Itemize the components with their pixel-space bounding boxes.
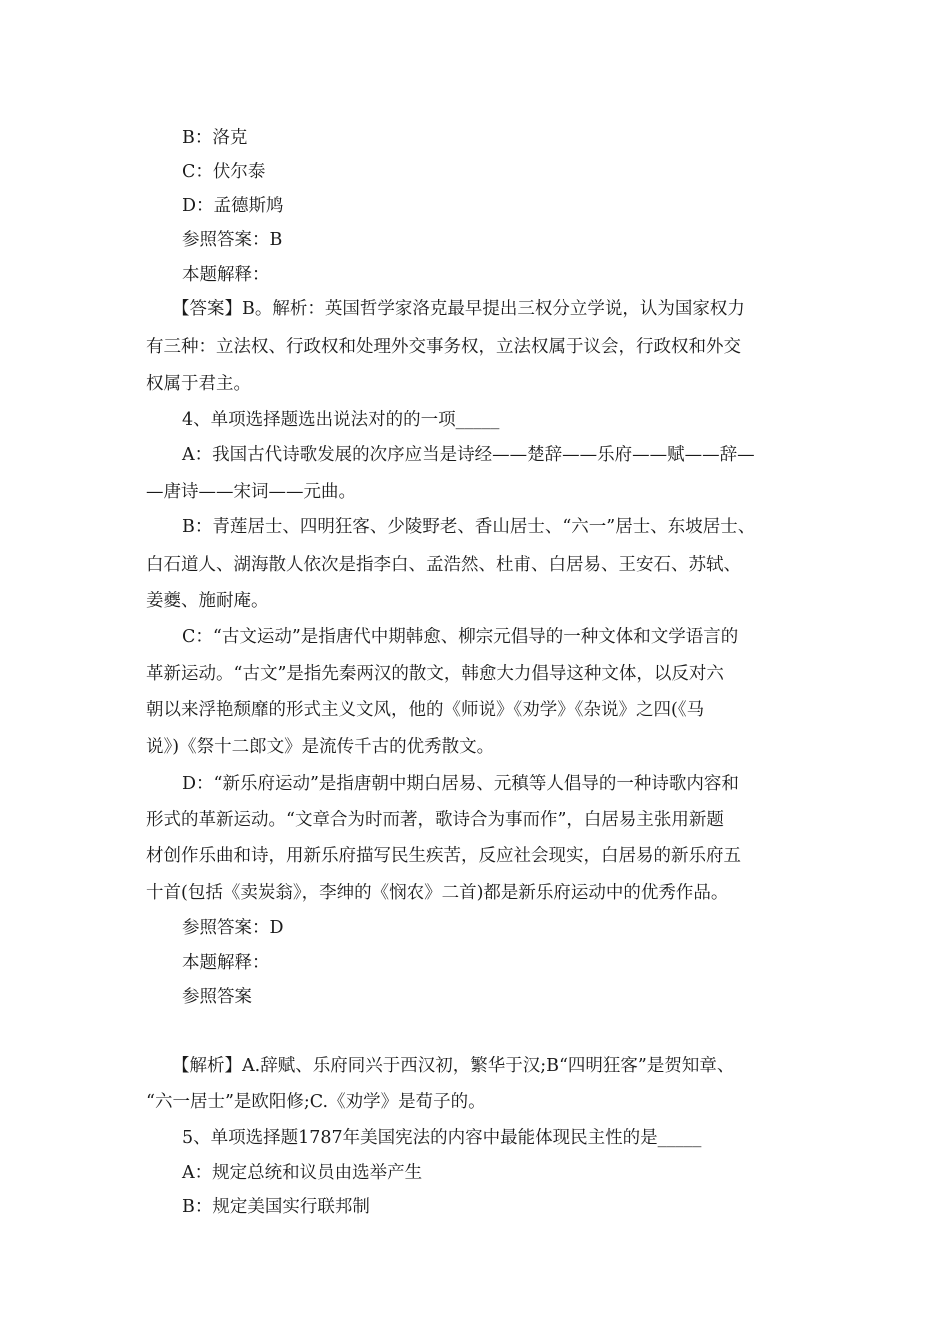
question-4-option-c: C：“古文运动”是指唐代中期韩愈、柳宗元倡导的一种文体和文学语言的 (182, 627, 739, 647)
question-4-option-a: A：我国古代诗歌发展的次序应当是诗经——楚辞——乐府——赋——辞— (182, 445, 755, 465)
option-b-locke: B：洛克 (182, 128, 248, 148)
question-4-option-b: 姜夔、施耐庵。 (146, 591, 269, 611)
option-d-montesquieu: D：孟德斯鸠 (182, 196, 284, 216)
question-4-option-c: 革新运动。“古文”是指先秦两汉的散文，韩愈大力倡导这种文体，以反对六 (146, 664, 724, 684)
question-4-option-c: 朝以来浮艳颓靡的形式主义文风，他的《师说》《劝学》《杂说》之四(《马 (146, 700, 705, 720)
analysis-text: 【解析】A.辞赋、乐府同兴于西汉初，繁华于汉;B“四明狂客”是贺知章、 (172, 1056, 735, 1076)
reference-answer: 参照答案：B (182, 230, 283, 250)
question-4-option-a: —唐诗——宋词——元曲。 (146, 482, 356, 502)
question-4-option-c: 说》)《祭十二郎文》是流传千古的优秀散文。 (146, 737, 495, 757)
reference-answer: 参照答案：D (182, 918, 284, 938)
explanation-text: 权属于君主。 (146, 374, 251, 394)
option-c-voltaire: C：伏尔泰 (182, 162, 266, 182)
question-4-option-d: 材创作乐曲和诗，用新乐府描写民生疾苦，反应社会现实，白居易的新乐府五 (146, 846, 741, 866)
explanation-text: 有三种：立法权、行政权和处理外交事务权，立法权属于议会，行政权和外交 (146, 337, 741, 357)
explanation-heading: 本题解释： (182, 953, 270, 973)
explanation-heading: 本题解释： (182, 265, 270, 285)
question-5-option-b: B：规定美国实行联邦制 (182, 1197, 370, 1217)
question-4-option-d: 形式的革新运动。“文章合为时而著，歌诗合为事而作”，白居易主张用新题 (146, 810, 724, 830)
question-5-option-a: A：规定总统和议员由选举产生 (182, 1163, 423, 1183)
question-5-stem: 5、单项选择题1787年美国宪法的内容中最能体现民主性的是_____ (182, 1128, 702, 1148)
reference-answer-label: 参照答案 (182, 987, 252, 1007)
question-4-option-b: B：青莲居士、四明狂客、少陵野老、香山居士、“六一”居士、东坡居士、 (182, 517, 756, 537)
question-4-option-b: 白石道人、湖海散人依次是指李白、孟浩然、杜甫、白居易、王安石、苏轼、 (146, 555, 741, 575)
question-4-stem: 4、单项选择题选出说法对的的一项_____ (182, 410, 500, 430)
explanation-text: 【答案】B。解析：英国哲学家洛克最早提出三权分立学说，认为国家权力 (172, 299, 745, 319)
question-4-option-d: D：“新乐府运动”是指唐朝中期白居易、元稹等人倡导的一种诗歌内容和 (182, 774, 739, 794)
question-4-option-d: 十首(包括《卖炭翁》，李绅的《悯农》二首)都是新乐府运动中的优秀作品。 (146, 883, 729, 903)
analysis-text: “六一居士”是欧阳修;C.《劝学》是荀子的。 (146, 1092, 486, 1112)
